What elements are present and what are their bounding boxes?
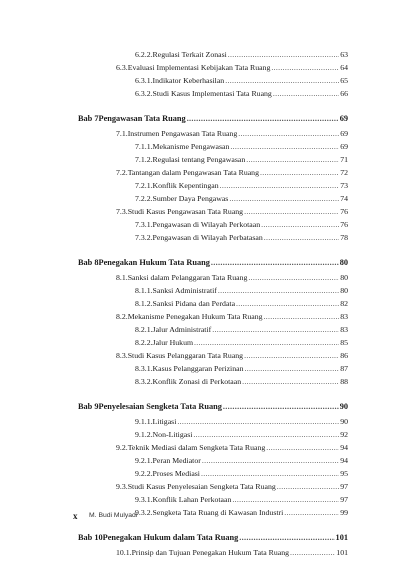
toc-entry-title: Instrumen Pengawasan Tata Ruang	[127, 129, 238, 138]
toc-section-row[interactable]	[116, 310, 348, 323]
toc-entry-number: 7.1.	[116, 129, 128, 138]
toc-entry-number: Bab 10	[78, 533, 103, 542]
toc-entry-page: 97	[340, 482, 348, 491]
toc-entry-page: 86	[340, 351, 348, 360]
toc-section-row[interactable]	[116, 271, 348, 284]
dot-leader	[228, 48, 339, 61]
toc-subsection-row[interactable]	[135, 336, 348, 349]
toc-entry-number: Bab 7	[78, 114, 99, 123]
toc-entry-title: Penegakan Hukum Tata Ruang	[98, 258, 210, 267]
dot-leader	[284, 506, 339, 519]
toc-entry-title: Non-Litigasi	[152, 430, 193, 439]
dot-leader	[194, 336, 339, 349]
toc-entry-page: 80	[340, 273, 348, 282]
toc-entry-page: 101	[336, 548, 348, 557]
dot-leader	[236, 297, 339, 310]
dot-leader	[211, 256, 339, 269]
toc-entry-page: 83	[340, 325, 348, 334]
toc-subsection-row[interactable]	[135, 454, 348, 467]
toc-entry-number: 7.3.2.	[135, 233, 153, 242]
toc-entry-number: Bab 8	[78, 258, 99, 267]
toc-entry-page: 72	[340, 168, 348, 177]
toc-entry-number: 9.1.2.	[135, 430, 153, 439]
toc-section-row[interactable]	[116, 480, 348, 493]
toc-subsection-row[interactable]	[135, 218, 348, 231]
toc-entry-title: Studi Kasus Pelanggaran Tata Ruang	[127, 351, 244, 360]
toc-subsection-row[interactable]	[135, 284, 348, 297]
toc-entry-page: 69	[340, 142, 348, 151]
toc-entry-page: 74	[340, 194, 348, 203]
toc-entry-title: Mekanisme Pengawasan	[152, 142, 230, 151]
dot-leader	[232, 493, 339, 506]
toc-entry-number: 6.2.2.	[135, 50, 153, 59]
toc-entry-title: Pengawasan Tata Ruang	[98, 114, 186, 123]
toc-entry-page: 85	[340, 338, 348, 347]
toc-entry-number: 9.1.1.	[135, 417, 153, 426]
toc-entry-page: 90	[340, 417, 348, 426]
toc-entry-page: 90	[339, 402, 348, 411]
dot-leader	[246, 153, 339, 166]
toc-entry-title: Kasus Pelanggaran Perizinan	[152, 364, 244, 373]
toc-entry-page: 80	[340, 286, 348, 295]
toc-entry-page: 95	[340, 469, 348, 478]
dot-leader	[290, 546, 335, 559]
toc-entry-number: 8.3.1.	[135, 364, 153, 373]
toc-entry-title: Sumber Daya Pengawas	[152, 194, 229, 203]
toc-entry-title: Evaluasi Implementasi Kebijakan Tata Ruang	[127, 63, 271, 72]
toc-subsection-row[interactable]	[135, 297, 348, 310]
toc-entry-title: Konflik Kepentingan	[152, 181, 219, 190]
dot-leader	[264, 310, 340, 323]
toc-entry-number: 9.3.	[116, 482, 128, 491]
toc-section-row[interactable]	[116, 546, 348, 559]
toc-entry-title: Peran Mediator	[152, 456, 201, 465]
dot-leader	[230, 140, 339, 153]
toc-subsection-row[interactable]	[135, 231, 348, 244]
toc-entry-number: 8.2.	[116, 312, 128, 321]
toc-entry-page: 73	[340, 181, 348, 190]
toc-entry-page: 101	[335, 533, 348, 542]
dot-leader	[229, 192, 339, 205]
dot-leader	[202, 454, 339, 467]
toc-entry-page: 76	[340, 207, 348, 216]
toc-entry-number: Bab 9	[78, 402, 99, 411]
toc-entry-number: 9.2.1.	[135, 456, 153, 465]
toc-entry-page: 94	[340, 456, 348, 465]
toc-entry-number: 7.2.1.	[135, 181, 153, 190]
toc-entry-number: 8.1.1.	[135, 286, 153, 295]
toc-entry-title: Penyelesaian Sengketa Tata Ruang	[98, 402, 222, 411]
toc-entry-number: 8.2.2.	[135, 338, 153, 347]
toc-entry-title: Regulasi tentang Pengawasan	[152, 155, 246, 164]
toc-entry-number: 7.3.	[116, 207, 128, 216]
toc-entry-title: Pengawasan di Wilayah Perkotaan	[152, 220, 261, 229]
dot-leader	[244, 205, 339, 218]
toc-entry-number: 6.3.1.	[135, 76, 153, 85]
toc-entry-title: Proses Mediasi	[152, 469, 200, 478]
toc-subsection-row[interactable]	[135, 74, 348, 87]
dot-leader	[248, 271, 339, 284]
toc-subsection-row[interactable]	[135, 48, 348, 61]
dot-leader	[223, 400, 339, 413]
toc-entry-page: 92	[340, 430, 348, 439]
toc-entry-title: Litigasi	[152, 417, 177, 426]
toc-entry-number: 7.3.1.	[135, 220, 153, 229]
toc-entry-number: 9.2.2.	[135, 469, 153, 478]
toc-entry-title: Jalur Administratif	[152, 325, 212, 334]
toc-entry-number: 9.2.	[116, 443, 128, 452]
toc-entry-page: 64	[340, 63, 348, 72]
dot-leader	[239, 531, 334, 544]
running-footer-author: M. Budi Mulyadi	[89, 512, 138, 519]
dot-leader	[266, 441, 339, 454]
dot-leader	[212, 323, 339, 336]
toc-entry-title: Konflik Zonasi di Perkotaan	[152, 377, 242, 386]
toc-entry-title: Penegakan Hukum dalam Tata Ruang	[102, 533, 239, 542]
toc-entry-number: 7.2.2.	[135, 194, 153, 203]
dot-leader	[277, 480, 339, 493]
toc-subsection-row[interactable]	[135, 375, 348, 388]
toc-entry-page: 83	[340, 312, 348, 321]
dot-leader	[244, 362, 339, 375]
toc-subsection-row[interactable]	[135, 362, 348, 375]
toc-entry-page: 94	[340, 443, 348, 452]
toc-entry-page: 99	[340, 508, 348, 517]
toc-entry-page: 69	[339, 114, 348, 123]
toc-entry-title: Regulasi Terkait Zonasi	[152, 50, 227, 59]
dot-leader	[201, 467, 339, 480]
toc-entry-number: 7.1.1.	[135, 142, 153, 151]
toc-entry-page: 78	[340, 233, 348, 242]
toc-entry-page: 66	[340, 89, 348, 98]
toc-subsection-row[interactable]	[135, 140, 348, 153]
toc-entry-title: Studi Kasus Pengawasan Tata Ruang	[127, 207, 244, 216]
dot-leader	[261, 218, 339, 231]
dot-leader	[271, 61, 339, 74]
toc-entry-page: 82	[340, 299, 348, 308]
dot-leader	[260, 166, 339, 179]
toc-entry-number: 8.3.2.	[135, 377, 153, 386]
dot-leader	[225, 74, 339, 87]
toc-subsection-row[interactable]	[135, 506, 348, 519]
toc-section-row[interactable]	[116, 349, 348, 362]
toc-entry-number: 6.3.	[116, 63, 128, 72]
dot-leader	[264, 231, 339, 244]
toc-entry-page: 87	[340, 364, 348, 373]
toc-entry-page: 69	[340, 129, 348, 138]
dot-leader	[238, 127, 339, 140]
toc-entry-number: 7.1.2.	[135, 155, 153, 164]
toc-entry-page: 63	[340, 50, 348, 59]
toc-chapter-row[interactable]	[78, 531, 348, 544]
toc-entry-page: 71	[340, 155, 348, 164]
dot-leader	[242, 375, 339, 388]
toc-entry-title: Prinsip dan Tujuan Penegakan Hukum Tata Ruang	[131, 548, 289, 557]
dot-leader	[220, 179, 340, 192]
toc-entry-number: 6.3.2.	[135, 89, 153, 98]
toc-chapter-row[interactable]	[78, 112, 348, 125]
toc-entry-title: Indikator Keberhasilan	[152, 76, 225, 85]
toc-subsection-row[interactable]	[135, 192, 348, 205]
dot-leader	[193, 428, 339, 441]
dot-leader	[244, 349, 339, 362]
toc-section-row[interactable]	[116, 441, 348, 454]
toc-entry-title: Sanksi dalam Pelanggaran Tata Ruang	[127, 273, 248, 282]
toc-entry-title: Konflik Lahan Perkotaan	[152, 495, 232, 504]
toc-entry-page: 76	[340, 220, 348, 229]
page-number: x	[73, 511, 78, 521]
toc-subsection-row[interactable]	[135, 87, 348, 100]
toc-subsection-row[interactable]	[135, 493, 348, 506]
toc-entry-number: 8.2.1.	[135, 325, 153, 334]
toc-entry-page: 88	[340, 377, 348, 386]
toc-entry-title: Sanksi Administratif	[152, 286, 217, 295]
toc-subsection-row[interactable]	[135, 323, 348, 336]
toc-entry-number: 10.1.	[116, 548, 132, 557]
toc-section-row[interactable]	[116, 127, 348, 140]
dot-leader	[273, 87, 339, 100]
toc-entry-number: 8.3.	[116, 351, 128, 360]
toc-entry-title: Mekanisme Penegakan Hukum Tata Ruang	[127, 312, 263, 321]
toc-entry-title: Pengawasan di Wilayah Perbatasan	[152, 233, 263, 242]
toc-section-row[interactable]	[116, 61, 348, 74]
dot-leader	[187, 112, 339, 125]
toc-entry-number: 7.2.	[116, 168, 128, 177]
toc-entry-title: Studi Kasus Penyelesaian Sengketa Tata Ruang	[127, 482, 276, 491]
toc-subsection-row[interactable]	[135, 467, 348, 480]
toc-subsection-row[interactable]	[135, 179, 348, 192]
toc-chapter-row[interactable]	[78, 400, 348, 413]
toc-entry-title: Sengketa Tata Ruang di Kawasan Industri	[152, 508, 284, 517]
dot-leader	[218, 284, 339, 297]
toc-entry-page: 80	[339, 258, 348, 267]
toc-entry-number: 8.1.	[116, 273, 128, 282]
toc-entry-title: Teknik Mediasi dalam Sengketa Tata Ruang	[127, 443, 266, 452]
toc-subsection-row[interactable]	[135, 415, 348, 428]
toc-chapter-row[interactable]	[78, 256, 348, 269]
toc-entry-page: 65	[340, 76, 348, 85]
toc-entry-number: 9.3.2.	[135, 508, 153, 517]
toc-entry-number: 9.3.1.	[135, 495, 153, 504]
dot-leader	[177, 415, 339, 428]
toc-entry-title: Sanksi Pidana dan Perdata	[152, 299, 236, 308]
toc-section-row[interactable]	[116, 205, 348, 218]
toc-entry-title: Studi Kasus Implementasi Tata Ruang	[152, 89, 272, 98]
toc-entry-title: Tantangan dalam Pengawasan Tata Ruang	[127, 168, 259, 177]
toc-section-row[interactable]	[116, 166, 348, 179]
toc-entry-page: 97	[340, 495, 348, 504]
toc-entry-title: Jalur Hukum	[152, 338, 194, 347]
toc-subsection-row[interactable]	[135, 153, 348, 166]
toc-entry-number: 8.1.2.	[135, 299, 153, 308]
toc-subsection-row[interactable]	[135, 428, 348, 441]
